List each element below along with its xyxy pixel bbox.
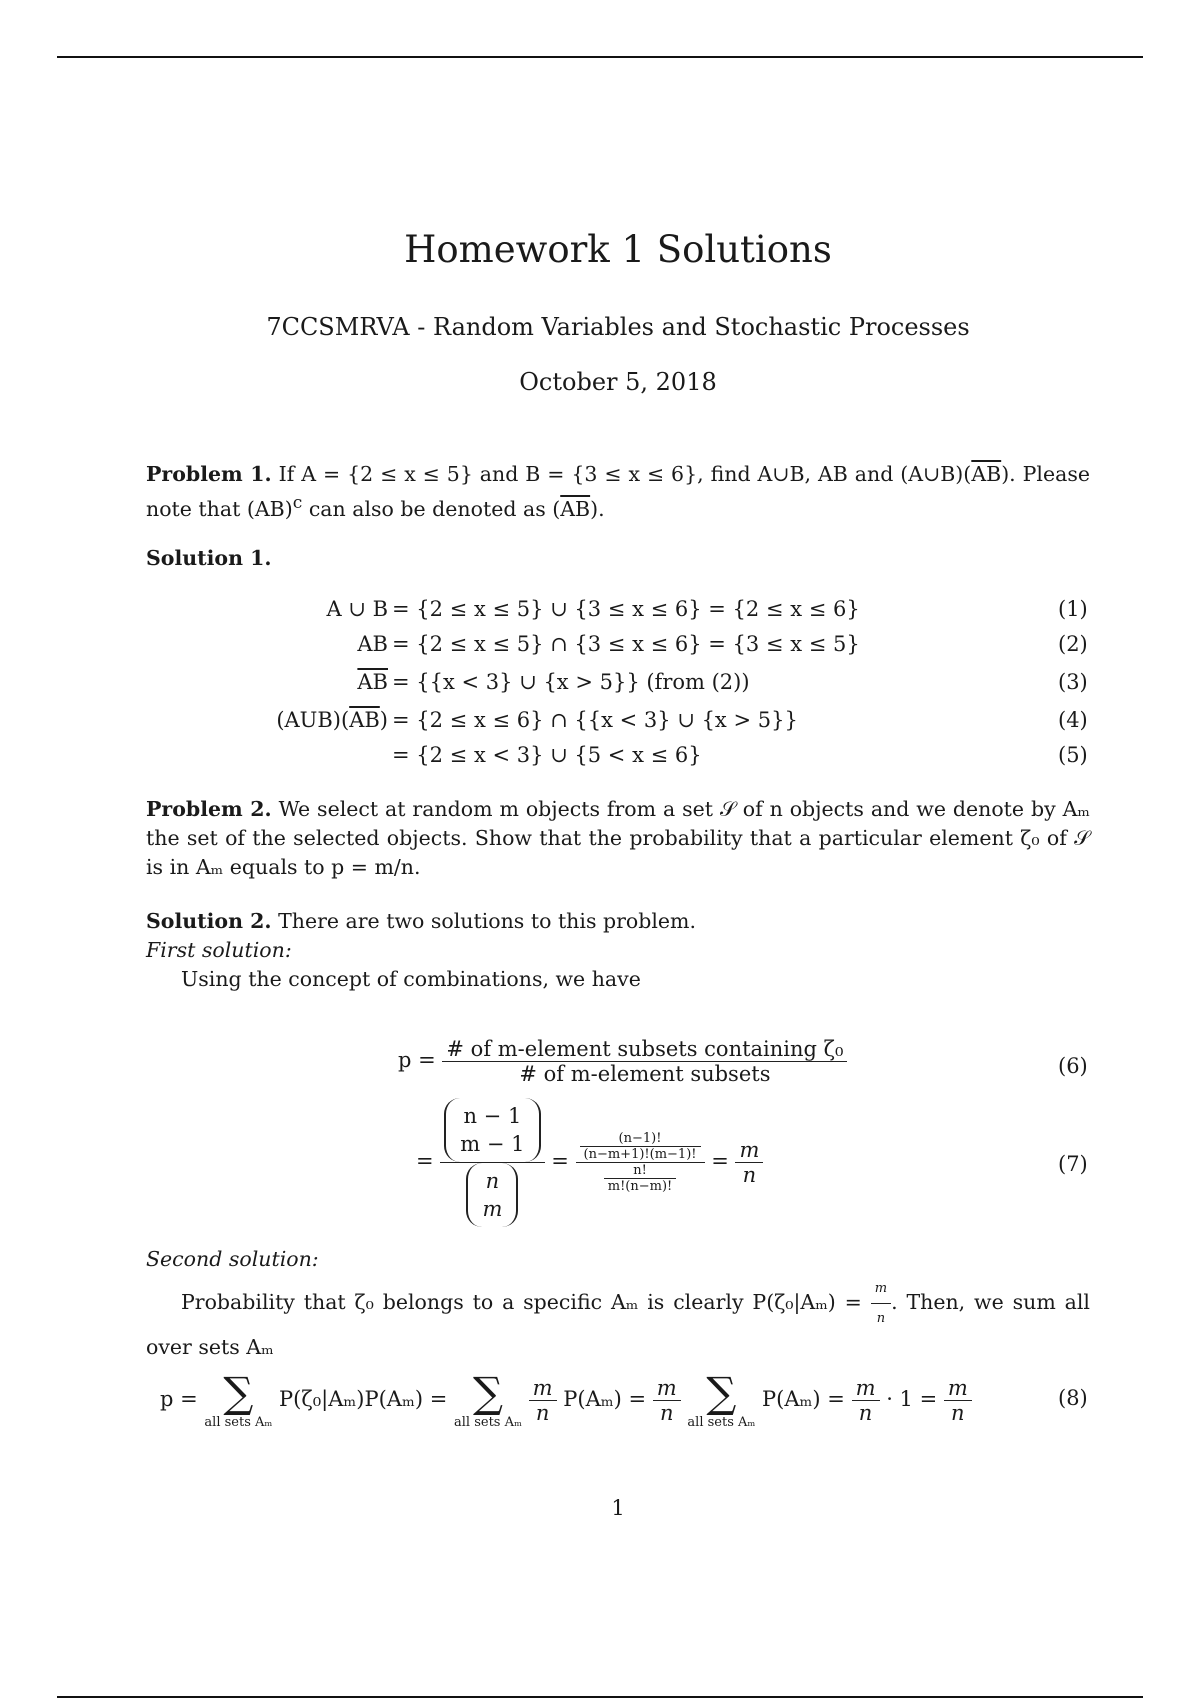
eq8-term-1: P(ζ₀|Aₘ)P(Aₘ) = bbox=[279, 1387, 448, 1411]
eq8-term-3: P(Aₘ) = bbox=[762, 1387, 845, 1411]
sum-3-subscript: all sets Aₘ bbox=[687, 1415, 756, 1430]
second-solution-label: Second solution: bbox=[146, 1247, 319, 1271]
problem-1-overline-2: $\overline{AB}$ bbox=[560, 496, 591, 521]
eq8-term-2: P(Aₘ) = bbox=[563, 1387, 647, 1411]
sum-2 bbox=[454, 1368, 522, 1430]
eq6-denominator: # of m-element subsets bbox=[519, 1062, 771, 1086]
sum-1 bbox=[204, 1368, 273, 1430]
solution-1-heading bbox=[146, 544, 1090, 573]
second-solution-text-b: . Then, we sum all over sets Aₘ bbox=[146, 1290, 1090, 1359]
eq4-number: (4) bbox=[1058, 708, 1088, 732]
eq8-frac-1-num: m bbox=[529, 1376, 557, 1401]
eq7-result-num: m bbox=[735, 1138, 763, 1163]
sigma-1-icon: ∑ bbox=[223, 1368, 254, 1417]
eq7-result bbox=[735, 1138, 763, 1187]
eq6-numerator: # of m-element subsets containing ζ₀ bbox=[442, 1037, 847, 1062]
eq7-factorial-fraction bbox=[576, 1131, 705, 1194]
eq7-top-binomial bbox=[440, 1098, 544, 1163]
problem-1-text-a: If A = {2 ≤ x ≤ 5} and B = {3 ≤ x ≤ 6}, find A∪B, AB and (A∪B)( bbox=[278, 462, 972, 486]
eq8-frac-3-den: n bbox=[858, 1401, 873, 1425]
document-title: Homework 1 Solutions bbox=[404, 228, 832, 271]
binom-bot-upper: n bbox=[485, 1169, 500, 1193]
eq7-factorial-numerator bbox=[576, 1131, 705, 1163]
problem-1-label: Problem 1. bbox=[146, 462, 272, 486]
solution-2 bbox=[146, 907, 1090, 994]
second-frac-num: m bbox=[871, 1274, 891, 1304]
sigma-2-icon: ∑ bbox=[473, 1368, 503, 1417]
eq6-lhs: p = bbox=[398, 1048, 436, 1072]
solution-1-label: Solution 1. bbox=[146, 546, 272, 570]
problem-2-text: We select at random m objects from a set 𝒮 of n objects and we denote by Aₘ the set of the selected objects. Show that the probability that a particular element ζ₀ of 𝒮 is in Aₘ equals to p = m/n. bbox=[146, 797, 1090, 879]
eq3-rhs: = {{x < 3} ∪ {x > 5}} (from (2)) bbox=[392, 670, 750, 694]
eq8-frac-2 bbox=[653, 1376, 681, 1425]
eq8-term-4: · 1 = bbox=[886, 1387, 938, 1411]
eq8-frac-1 bbox=[529, 1376, 557, 1425]
eq7-equals: = bbox=[416, 1149, 434, 1173]
eq3-number: (3) bbox=[1058, 670, 1088, 694]
second-solution bbox=[146, 1245, 1090, 1362]
eq8 bbox=[160, 1368, 972, 1430]
eq4-lhs-overline: $\overline{AB}$ bbox=[349, 708, 380, 732]
eq4-lhs-pre: (AUB)( bbox=[276, 708, 350, 732]
eq7-equals-2: = bbox=[551, 1149, 569, 1173]
eq4-lhs bbox=[276, 708, 388, 732]
sum-1-subscript: all sets Aₘ bbox=[204, 1415, 273, 1430]
eq7-bottom-binomial bbox=[440, 1163, 544, 1227]
eq8-p: p = bbox=[160, 1387, 198, 1411]
eq5-number: (5) bbox=[1058, 743, 1088, 767]
factorial-num-frac bbox=[580, 1131, 701, 1162]
solution-2-intro: There are two solutions to this problem. bbox=[278, 909, 697, 933]
eq8-frac-1-den: n bbox=[535, 1401, 550, 1425]
eq4-rhs: = {2 ≤ x ≤ 6} ∩ {{x < 3} ∪ {x > 5}} bbox=[392, 708, 798, 732]
eq1-rhs: = {2 ≤ x ≤ 5} ∪ {3 ≤ x ≤ 6} = {2 ≤ x ≤ 6} bbox=[392, 597, 860, 621]
eq2-lhs: AB bbox=[357, 632, 388, 656]
binomial-top bbox=[444, 1098, 540, 1162]
page-number: 1 bbox=[611, 1496, 625, 1520]
factorial-num-num: (n−1)! bbox=[580, 1131, 701, 1147]
factorial-den-num: n! bbox=[604, 1163, 677, 1179]
first-solution-label: First solution: bbox=[146, 938, 292, 962]
eq8-frac-4-den: n bbox=[951, 1401, 965, 1425]
problem-1-text-c: can also be denoted as ( bbox=[302, 496, 561, 521]
factorial-den-den: m!(n−m)! bbox=[607, 1179, 673, 1194]
eq8-frac-2-den: n bbox=[659, 1401, 674, 1425]
problem-1-overline: $\overline{AB}$ bbox=[971, 462, 1002, 486]
eq7-number: (7) bbox=[1058, 1152, 1088, 1176]
eq8-frac-3 bbox=[852, 1376, 880, 1425]
second-solution-fraction bbox=[871, 1274, 891, 1333]
eq2-number: (2) bbox=[1058, 632, 1088, 656]
factorial-num-den: (n−m+1)!(m−1)! bbox=[583, 1147, 697, 1162]
eq6-number: (6) bbox=[1058, 1054, 1088, 1078]
problem-2 bbox=[146, 795, 1090, 882]
eq8-number: (8) bbox=[1058, 1386, 1088, 1410]
problem-1-complement: c bbox=[292, 493, 303, 513]
problem-1-text-d: ). bbox=[590, 496, 605, 521]
eq2-rhs: = {2 ≤ x ≤ 5} ∩ {3 ≤ x ≤ 6} = {3 ≤ x ≤ 5} bbox=[392, 632, 860, 656]
eq7 bbox=[416, 1098, 763, 1227]
sigma-3-icon: ∑ bbox=[706, 1368, 737, 1417]
bottom-rule bbox=[57, 1696, 1143, 1698]
second-solution-text-a: Probability that ζ₀ belongs to a specific Aₘ is clearly P(ζ₀|Aₘ) = bbox=[181, 1290, 862, 1314]
eq1-number: (1) bbox=[1058, 597, 1088, 621]
sum-3 bbox=[687, 1368, 756, 1430]
eq8-frac-3-num: m bbox=[852, 1376, 880, 1401]
eq7-factorial-denominator bbox=[576, 1163, 705, 1194]
eq3-lhs: $\overline{AB}$ bbox=[357, 670, 388, 694]
eq7-equals-3: = bbox=[711, 1149, 729, 1173]
eq7-binomial-fraction bbox=[440, 1098, 544, 1227]
sum-2-subscript: all sets Aₘ bbox=[454, 1415, 522, 1430]
second-frac-den: n bbox=[876, 1311, 886, 1326]
eq6 bbox=[398, 1037, 847, 1086]
problem-1 bbox=[146, 460, 1090, 524]
course-subtitle: 7CCSMRVA - Random Variables and Stochastic Processes bbox=[266, 313, 970, 341]
problem-1-text-b: ). Please note that (AB) bbox=[146, 462, 1090, 521]
binom-top-lower: m − 1 bbox=[460, 1132, 525, 1156]
eq1-lhs: A ∪ B bbox=[326, 597, 388, 621]
first-solution-text: Using the concept of combinations, we have bbox=[181, 967, 641, 991]
solution-2-label: Solution 2. bbox=[146, 909, 272, 933]
eq5-rhs: = {2 ≤ x < 3} ∪ {5 < x ≤ 6} bbox=[392, 743, 702, 767]
problem-2-label: Problem 2. bbox=[146, 797, 272, 821]
top-rule bbox=[57, 56, 1143, 58]
eq7-result-den: n bbox=[742, 1163, 757, 1187]
document-date: October 5, 2018 bbox=[519, 368, 717, 396]
eq8-frac-2-num: m bbox=[653, 1376, 681, 1401]
binom-bot-lower: m bbox=[482, 1197, 503, 1221]
factorial-den-frac bbox=[604, 1163, 677, 1194]
binomial-bottom bbox=[466, 1163, 518, 1227]
eq8-frac-4-num: m bbox=[944, 1376, 972, 1401]
binom-top-upper: n − 1 bbox=[463, 1104, 522, 1128]
eq4-lhs-post: ) bbox=[379, 708, 388, 732]
eq6-fraction bbox=[442, 1037, 847, 1086]
eq8-frac-4 bbox=[944, 1376, 972, 1425]
